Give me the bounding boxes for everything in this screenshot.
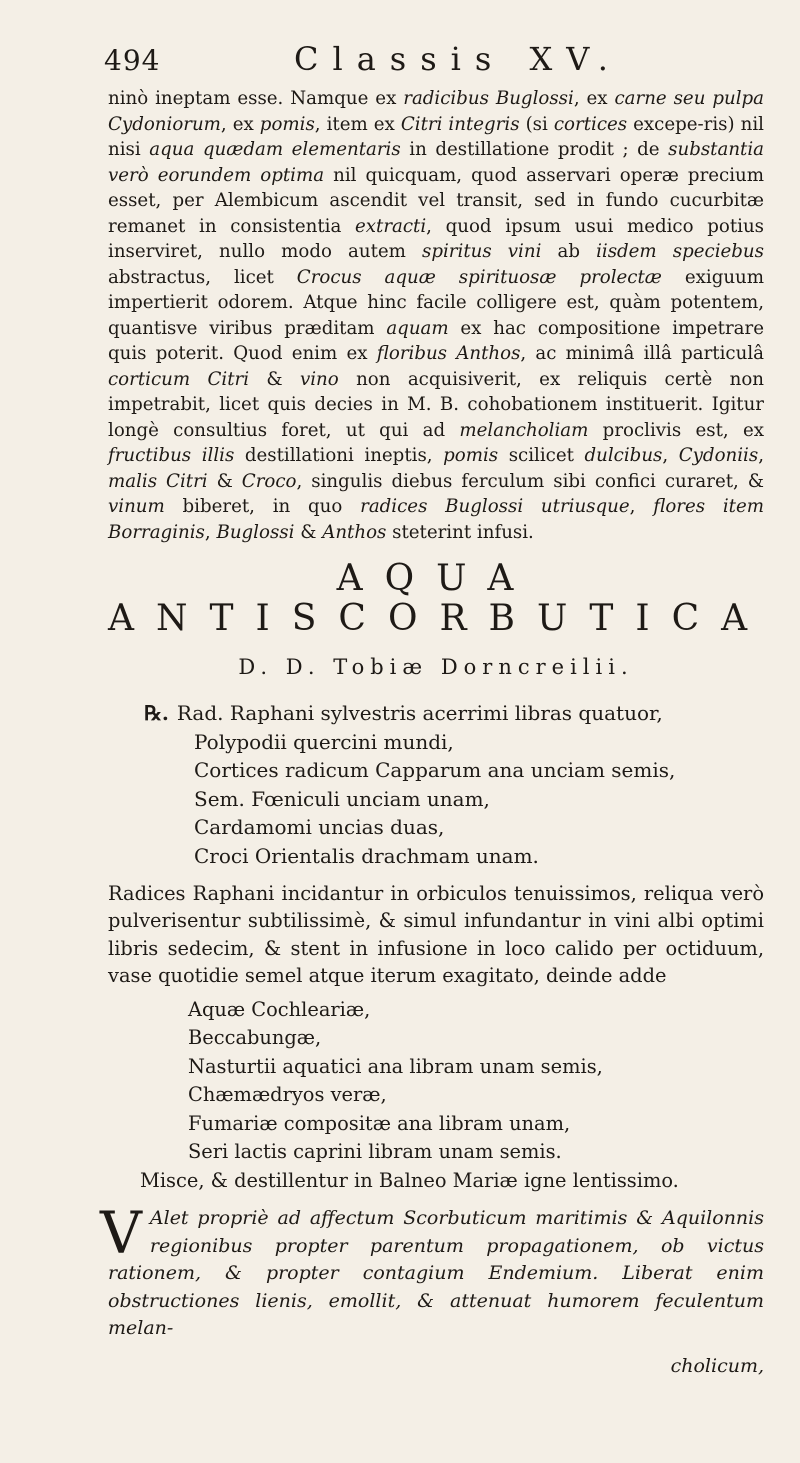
paragraph-virtues-end: cholicum, [670, 1354, 764, 1377]
recipe-item: Croci Orientalis drachmam unam. [194, 843, 539, 868]
paragraph-virtues: V Alet propriè ad affectum Scorbuticum maritimis & Aquilonnis regionibus propter parentum propagationem, ob victus rationem, & propter contagium Endemium. Liberat enim obstructiones lienis, emollit, & attenuat humorem feculentum melan- [100, 1199, 764, 1340]
paragraph-instructions: Radices Raphani incidantur in orbiculos tenuissimos, reliqua verò pulverisentur subtilissimè, & simul infundantur in vini albi optimi libris sedecim, & stent in infusione in loco calido per octiduum, vase quotidie semel atque iterum exagitato, deinde adde [108, 882, 764, 988]
paragraph-opening: ninò ineptam esse. Namque ex radicibus Buglossi, ex carne seu pulpa Cydoniorum, ex pomis, item ex Citri integris (si cortices excepe-ris) nil nisi aqua quædam elementaris in destillatione prodit ; de substantia verò eorundem optima nil quicquam, quod asservari operæ precium esset, per Alembicum ascendit vel transit, sed in fundo cucurbitæ remanet in consistentia extracti, quod ipsum usui medico potius inserviret, nullo modo autem spiritus vini ab iisdem speciebus abstractus, licet Crocus aquæ spirituosæ prolectæ exiguum impertierit odorem. Atque hinc facile colligere est, quàm potentem, quantisve viribus præditam aquam ex hac compositione impetrare quis poterit. Quod enim ex floribus Anthos, ac minimâ illâ particulâ corticum Citri & vino non acquisiverit, ex reliquis certè non impetrabit, licet quis decies in M. B. cohobationem instituerit. Igitur longè consultius foret, ut qui ad melancholiam proclivis est, ex fructibus illis destillationi ineptis, pomis scilicet dulcibus, Cydoniis, malis Citri & Croco, singulis diebus ferculum sibi confici curaret, & vinum biberet, in quo radices Buglossi utriusque, flores item Borraginis, Buglossi & Anthos steterint infusi. [108, 88, 765, 543]
page-header [104, 40, 724, 84]
rx-symbol: ℞. [144, 701, 169, 725]
addition-item: Beccabungæ, [188, 1026, 322, 1050]
recipe-item: Cardamomi uncias duas, [194, 815, 445, 839]
additions-list [108, 996, 764, 1196]
page-number: 494 [104, 44, 161, 77]
section-author: D. D. Tobiæ Dorncreilii. [238, 655, 634, 679]
recipe-list [108, 699, 764, 870]
recipe-item: Polypodii quercini mundi, [194, 729, 454, 754]
drop-cap: V [100, 1199, 142, 1268]
recipe-item: Sem. Fœniculi unciam unam, [194, 786, 490, 811]
addition-item: Fumariæ compositæ ana libram unam, [188, 1111, 571, 1135]
addition-instruction: Misce, & destillentur in Balneo Mariæ igne lentissimo. [140, 1168, 679, 1192]
addition-item: Seri lactis caprini libram unam semis. [188, 1140, 562, 1164]
addition-item: Chæmædryos veræ, [188, 1083, 387, 1107]
page-content [100, 86, 770, 1380]
recipe-item: ℞. Rad. Raphani sylvestris acerrimi libras quatuor, [144, 701, 663, 725]
addition-item: Aquæ Cochleariæ, [188, 997, 371, 1021]
addition-item: Nasturtii aquatici ana libram unam semis, [188, 1054, 603, 1078]
running-head: Classis XV. [294, 40, 622, 78]
section-title: AQUA ANTISCORBUTICA [108, 558, 770, 639]
recipe-item: Cortices radicum Capparum ana unciam semis, [194, 758, 676, 782]
